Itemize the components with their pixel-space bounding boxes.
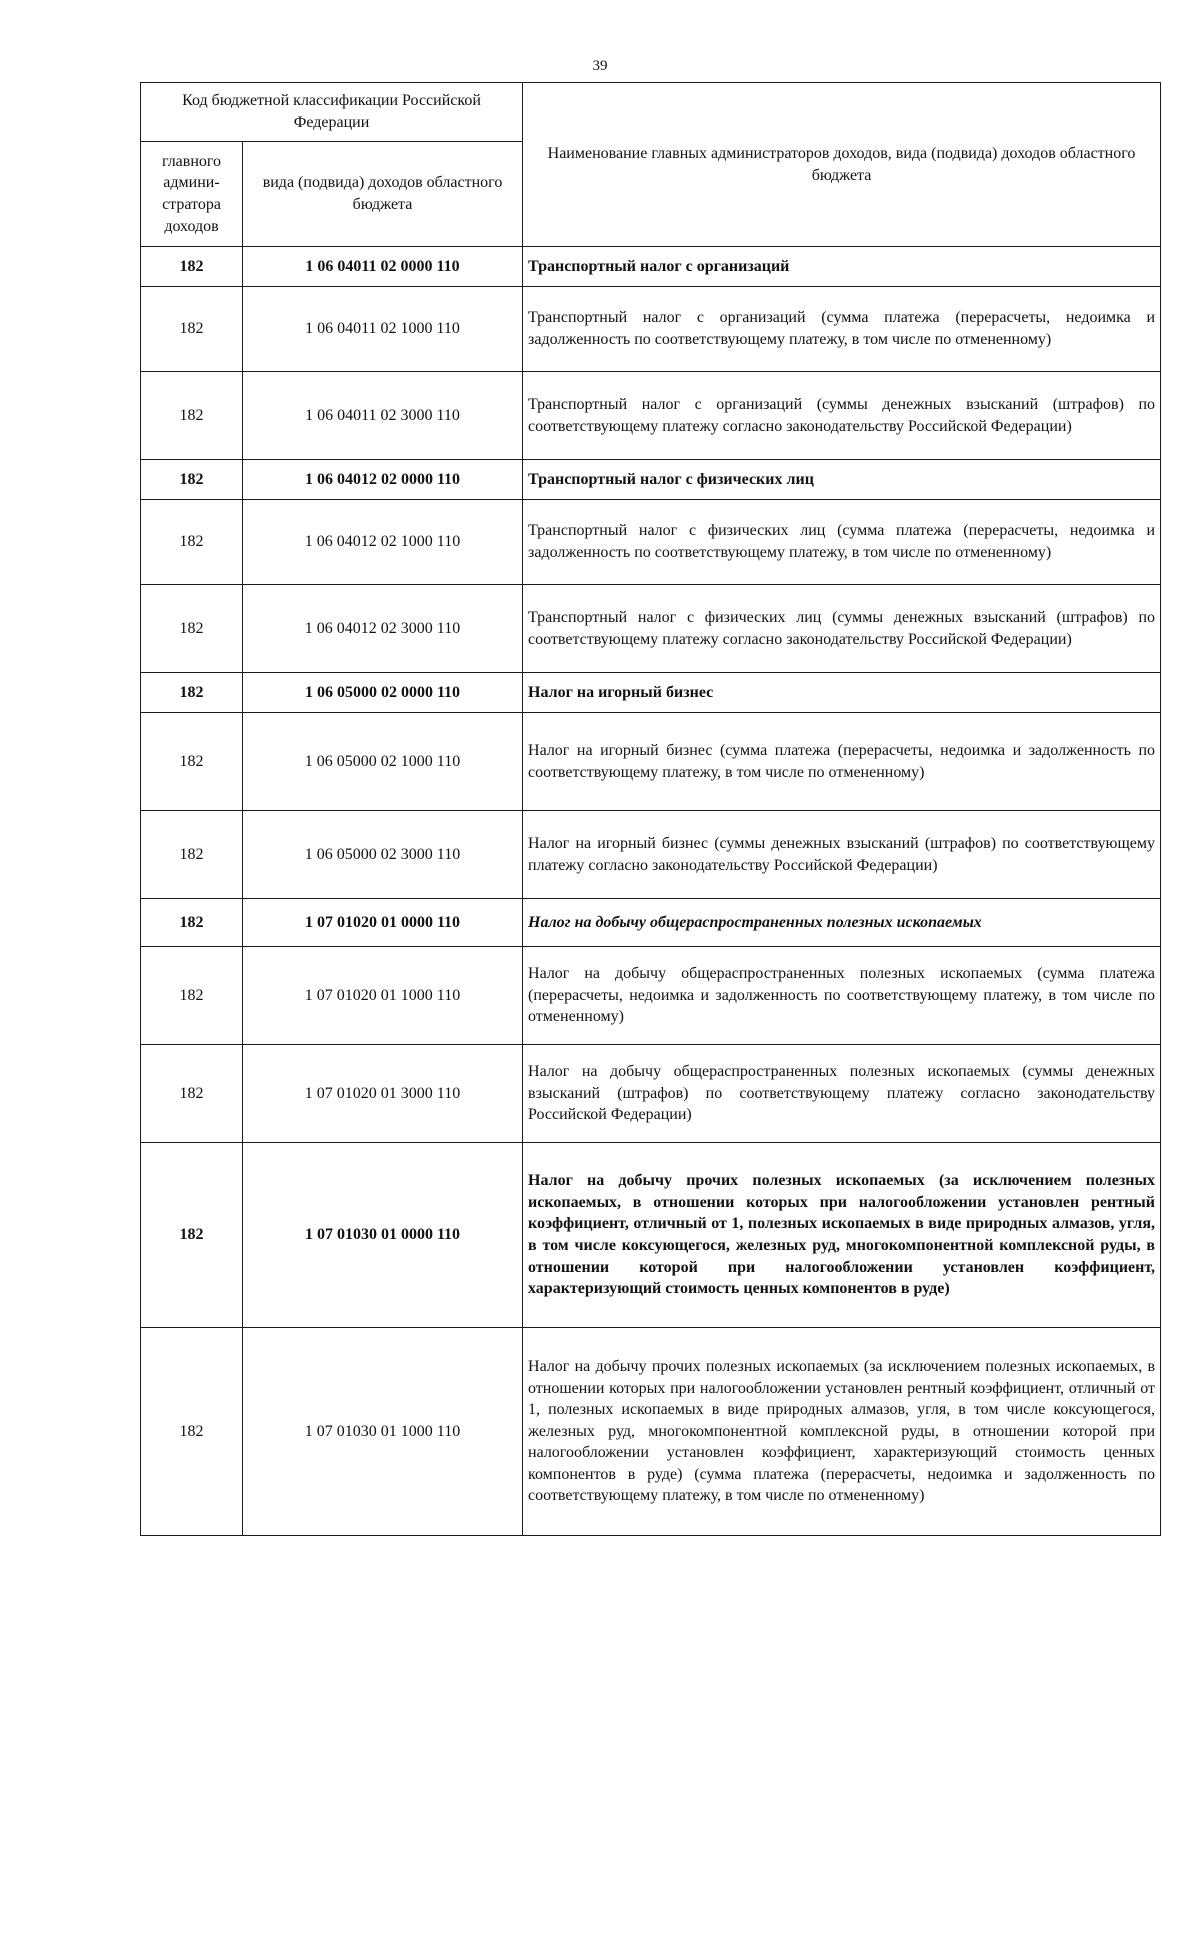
admin-code-cell: 182: [141, 1045, 243, 1143]
admin-code-cell: 182: [141, 899, 243, 947]
income-name-cell: Налог на игорный бизнес (суммы денежных взысканий (штрафов) по соответствующему платежу согласно законодательству Российской Федерации): [523, 811, 1161, 899]
admin-code-cell: 182: [141, 811, 243, 899]
budget-classification-table: [140, 82, 1161, 1536]
admin-code-cell: 182: [141, 1143, 243, 1328]
page-number: 39: [592, 58, 608, 74]
admin-code-cell: 182: [141, 247, 243, 287]
income-name-cell: Налог на добычу общераспространенных полезных ископаемых (сумма платежа (перерасчеты, недоимка и задолженность по соответствующему платежу, в том числе по отмененному): [523, 947, 1161, 1045]
admin-code-cell: 182: [141, 500, 243, 585]
table-row: [141, 460, 1161, 500]
admin-code-cell: 182: [141, 673, 243, 713]
table-row: [141, 1143, 1161, 1328]
income-code-cell: 1 06 05000 02 3000 110: [243, 811, 523, 899]
income-name-cell: Налог на добычу прочих полезных ископаемых (за исключением полезных ископаемых, в отношении которых при налогообложении установлен рентный коэффициент, отличный от 1, полезных ископаемых в виде природных алмазов, угля, в том числе коксующегося, железных руд, многокомпонентной комплексной руды, в отношении которой при налогообложении установлен коэффициент, характеризующий стоимость ценных компонентов в руде) (сумма платежа (перерасчеты, недоимка и задолженность по соответствующему платежу, в том числе по отмененному): [523, 1328, 1161, 1536]
income-name-cell: Налог на добычу общераспространенных полезных ископаемых: [523, 899, 1161, 947]
table-header: [141, 83, 1161, 247]
income-name-cell: Налог на добычу прочих полезных ископаемых (за исключением полезных ископаемых, в отношении которых при налогообложении установлен рентный коэффициент, отличный от 1, полезных ископаемых в виде природных алмазов, угля, в том числе коксующегося, железных руд, многокомпонентной комплексной руды, в отношении которой при налогообложении установлен коэффициент, характеризующий стоимость ценных компонентов в руде): [523, 1143, 1161, 1328]
admin-code-cell: 182: [141, 585, 243, 673]
table-row: [141, 673, 1161, 713]
income-name-cell: Налог на игорный бизнес (сумма платежа (перерасчеты, недоимка и задолженность по соответствующему платежу, в том числе по отмененному): [523, 713, 1161, 811]
income-code-cell: 1 07 01020 01 3000 110: [243, 1045, 523, 1143]
table-row: [141, 811, 1161, 899]
income-name-cell: Налог на добычу общераспространенных полезных ископаемых (суммы денежных взысканий (штрафов) по соответствующему платежу согласно законодательству Российской Федерации): [523, 1045, 1161, 1143]
income-code-cell: 1 07 01030 01 0000 110: [243, 1143, 523, 1328]
income-name-cell: Транспортный налог с физических лиц: [523, 460, 1161, 500]
income-name-cell: Транспортный налог с организаций (сумма платежа (перерасчеты, недоимка и задолженность по соответствующему платежу, в том числе по отмененному): [523, 287, 1161, 372]
admin-code-cell: 182: [141, 460, 243, 500]
income-code-cell: 1 06 04011 02 3000 110: [243, 372, 523, 460]
header-administrator-name: Наименование главных администраторов доходов, вида (подвида) доходов областного бюджета: [523, 83, 1161, 247]
table-row: [141, 947, 1161, 1045]
admin-code-cell: 182: [141, 1328, 243, 1536]
table-body: [141, 247, 1161, 1536]
admin-code-cell: 182: [141, 372, 243, 460]
header-main-administrator: главного админи-стратора доходов: [141, 142, 243, 247]
table-row: [141, 247, 1161, 287]
income-name-cell: Транспортный налог с организаций: [523, 247, 1161, 287]
table-row: [141, 287, 1161, 372]
income-code-cell: 1 06 04011 02 0000 110: [243, 247, 523, 287]
income-name-cell: Транспортный налог с физических лиц (сумма платежа (перерасчеты, недоимка и задолженность по соответствующему платежу, в том числе по отмененному): [523, 500, 1161, 585]
income-code-cell: 1 06 05000 02 0000 110: [243, 673, 523, 713]
income-code-cell: 1 07 01020 01 0000 110: [243, 899, 523, 947]
admin-code-cell: 182: [141, 713, 243, 811]
income-name-cell: Налог на игорный бизнес: [523, 673, 1161, 713]
table-row: [141, 585, 1161, 673]
income-name-cell: Транспортный налог с организаций (суммы денежных взысканий (штрафов) по соответствующему платежу согласно законодательству Российской Федерации): [523, 372, 1161, 460]
table-row: [141, 1328, 1161, 1536]
income-code-cell: 1 07 01030 01 1000 110: [243, 1328, 523, 1536]
header-income-type: вида (подвида) доходов областного бюджета: [243, 142, 523, 247]
income-name-cell: Транспортный налог с физических лиц (суммы денежных взысканий (штрафов) по соответствующему платежу согласно законодательству Российской Федерации): [523, 585, 1161, 673]
table-row: [141, 1045, 1161, 1143]
header-classification-code: Код бюджетной классификации Российской Федерации: [141, 83, 523, 142]
table-row: [141, 713, 1161, 811]
income-code-cell: 1 06 04011 02 1000 110: [243, 287, 523, 372]
income-code-cell: 1 06 04012 02 0000 110: [243, 460, 523, 500]
income-code-cell: 1 07 01020 01 1000 110: [243, 947, 523, 1045]
admin-code-cell: 182: [141, 287, 243, 372]
income-code-cell: 1 06 04012 02 3000 110: [243, 585, 523, 673]
income-code-cell: 1 06 05000 02 1000 110: [243, 713, 523, 811]
table-row: [141, 500, 1161, 585]
admin-code-cell: 182: [141, 947, 243, 1045]
table-row: [141, 372, 1161, 460]
income-code-cell: 1 06 04012 02 1000 110: [243, 500, 523, 585]
table-row: [141, 899, 1161, 947]
